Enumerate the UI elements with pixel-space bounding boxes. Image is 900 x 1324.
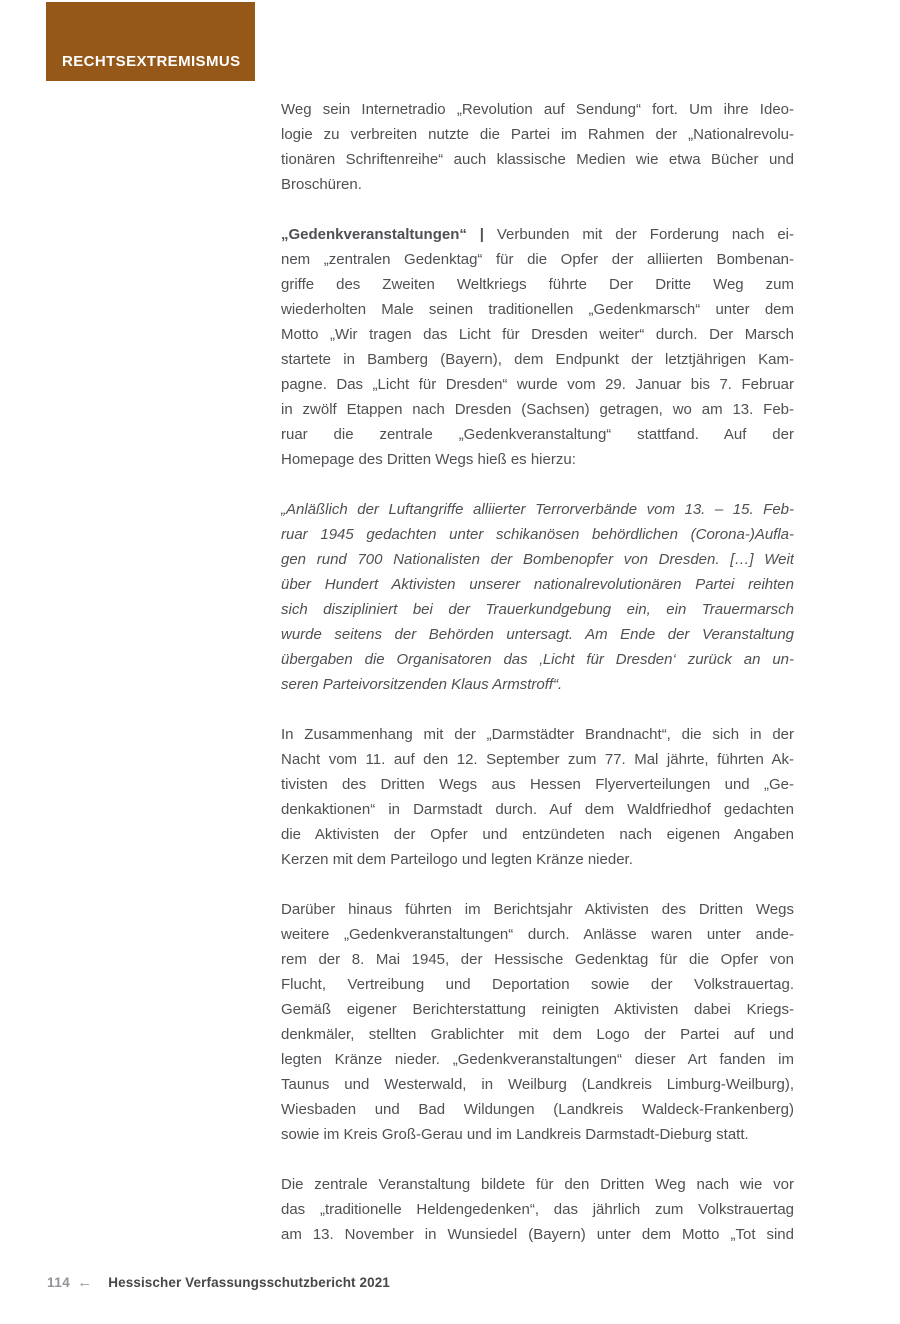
text-line: Broschüren.: [281, 176, 362, 193]
text-line: gen rund 700 Nationalisten der Bombenopfer von Dresden. […] Weit: [281, 551, 794, 568]
text-line: über Hundert Aktivisten unserer nationalrevolutionären Partei reihten: [281, 576, 794, 593]
text-line: tivisten des Dritten Wegs aus Hessen Flyerverteilungen und „Ge-: [281, 776, 794, 793]
text-line: wurde seitens der Behörden untersagt. Am Ende der Veranstaltung: [281, 626, 794, 643]
paragraph: [281, 1172, 794, 1247]
text-line: ruar 1945 gedachten unter schikanösen behördlichen (Corona-)Aufla-: [281, 526, 794, 543]
text-line: logie zu verbreiten nutzte die Partei im Rahmen der „Nationalrevolu-: [281, 126, 794, 143]
text-line: „Gedenkveranstaltungen“ | Verbunden mit der Forderung nach ei-: [281, 226, 794, 243]
left-arrow-icon: ←: [77, 1274, 93, 1291]
text-line: Darüber hinaus führten im Berichtsjahr Aktivisten des Dritten Wegs: [281, 901, 794, 918]
text-line: die Aktivisten der Opfer und entzündeten nach eigenen Angaben: [281, 826, 794, 843]
text-line: sich diszipliniert bei der Trauerkundgebung ein, ein Trauermarsch: [281, 601, 794, 618]
text-line: „Anläßlich der Luftangriffe alliierter Terrorverbände vom 13. – 15. Feb-: [281, 501, 794, 518]
text-line: griffe des Zweiten Weltkriegs führte Der Dritte Weg zum: [281, 276, 794, 293]
text-line: Nacht vom 11. auf den 12. September zum 77. Mal jährte, führten Ak-: [281, 751, 794, 768]
text-line: seren Parteivorsitzenden Klaus Armstroff“.: [281, 676, 563, 693]
text-line: In Zusammenhang mit der „Darmstädter Brandnacht“, die sich in der: [281, 726, 794, 743]
page-number: 114: [47, 1275, 71, 1290]
text-line: übergaben die Organisatoren das ‚Licht für Dresden‘ zurück an un-: [281, 651, 794, 668]
paragraph: [281, 497, 794, 697]
text-line: wiederholten Male seinen traditionellen „Gedenkmarsch“ unter dem: [281, 301, 794, 318]
text-line: tionären Schriftenreihe“ auch klassische Medien wie etwa Bücher und: [281, 151, 794, 168]
text-line: denkaktionen“ in Darmstadt durch. Auf dem Waldfriedhof gedachten: [281, 801, 794, 818]
paragraph: [281, 222, 794, 472]
text-line: das „traditionelle Heldengedenken“, das jährlich zum Volkstrauertag: [281, 1201, 794, 1218]
section-category-box: [46, 2, 255, 81]
text-line: Weg sein Internetradio „Revolution auf Sendung“ fort. Um ihre Ideo-: [281, 101, 794, 118]
section-category-label: RECHTSEXTREMISMUS: [62, 53, 241, 70]
text-line: pagne. Das „Licht für Dresden“ wurde vom 29. Januar bis 7. Februar: [281, 376, 794, 393]
paragraph: [281, 97, 794, 197]
paragraph: [281, 897, 794, 1147]
page-footer: [47, 1274, 390, 1291]
text-line: in zwölf Etappen nach Dresden (Sachsen) getragen, wo am 13. Feb-: [281, 401, 794, 418]
text-line: Motto „Wir tragen das Licht für Dresden weiter“ durch. Der Marsch: [281, 326, 794, 343]
text-line: legten Kränze nieder. „Gedenkveranstaltungen“ dieser Art fanden im: [281, 1051, 794, 1068]
text-line: weitere „Gedenkveranstaltungen“ durch. Anlässe waren unter ande-: [281, 926, 794, 943]
text-line: am 13. November in Wunsiedel (Bayern) unter dem Motto „Tot sind: [281, 1226, 794, 1243]
text-line: rem der 8. Mai 1945, der Hessische Gedenktag für die Opfer von: [281, 951, 794, 968]
text-line: startete in Bamberg (Bayern), dem Endpunkt der letztjährigen Kam-: [281, 351, 794, 368]
text-line: Flucht, Vertreibung und Deportation sowie der Volkstrauertag.: [281, 976, 794, 993]
text-line: Wiesbaden und Bad Wildungen (Landkreis Waldeck-Frankenberg): [281, 1101, 794, 1118]
text-line: nem „zentralen Gedenktag“ für die Opfer der alliierten Bombenan-: [281, 251, 794, 268]
text-line: Kerzen mit dem Parteilogo und legten Kränze nieder.: [281, 851, 633, 868]
body-text: [281, 97, 794, 1272]
report-title: Hessischer Verfassungsschutzbericht 2021: [108, 1275, 390, 1290]
text-line: sowie im Kreis Groß-Gerau und im Landkreis Darmstadt-Dieburg statt.: [281, 1126, 749, 1143]
text-line: denkmäler, stellten Grablichter mit dem Logo der Partei auf und: [281, 1026, 794, 1043]
paragraph: [281, 722, 794, 872]
text-line: Die zentrale Veranstaltung bildete für den Dritten Weg nach wie vor: [281, 1176, 794, 1193]
text-line: Homepage des Dritten Wegs hieß es hierzu:: [281, 451, 576, 468]
text-line: Taunus und Westerwald, in Weilburg (Landkreis Limburg-Weilburg),: [281, 1076, 794, 1093]
text-line: Gemäß eigener Berichterstattung reinigten Aktivisten dabei Kriegs-: [281, 1001, 794, 1018]
text-line: ruar die zentrale „Gedenkveranstaltung“ stattfand. Auf der: [281, 426, 794, 443]
